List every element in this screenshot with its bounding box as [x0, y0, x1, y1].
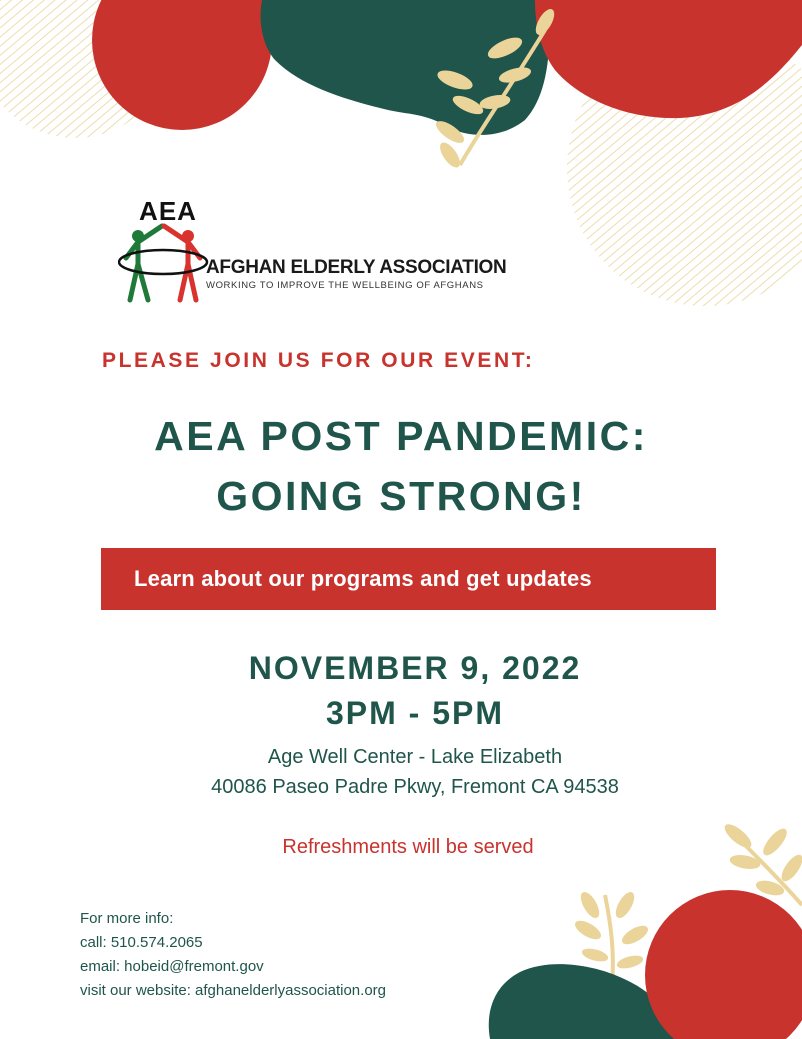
contact-info [80, 907, 386, 1003]
logo-acronym: AEA [139, 196, 197, 226]
organization-name: AFGHAN ELDERLY ASSOCIATION [206, 257, 507, 278]
green-blob-top [261, 0, 550, 135]
event-title-line1: AEA POST PANDEMIC: [154, 413, 648, 459]
venue-address: 40086 Paseo Padre Pkwy, Fremont CA 94538 [211, 776, 619, 798]
event-title-line2: GOING STRONG! [216, 473, 586, 519]
contact-phone: call: 510.574.2065 [80, 934, 203, 951]
contact-website: visit our website: afghanelderlyassociation.org [80, 982, 386, 999]
banner-text: Learn about our programs and get updates [134, 566, 592, 591]
contact-email: email: hobeid@fremont.gov [80, 958, 264, 975]
invite-line: PLEASE JOIN US FOR OUR EVENT: [102, 349, 535, 372]
venue-name: Age Well Center - Lake Elizabeth [267, 746, 563, 768]
red-circle-bottom-right [645, 890, 802, 1039]
event-time: 3PM - 5PM [325, 695, 505, 731]
logo-text [206, 258, 506, 291]
organization-tagline: WORKING TO IMPROVE THE WELLBEING OF AFGHANS [206, 280, 484, 291]
event-date: NOVEMBER 9, 2022 [248, 650, 582, 686]
contact-heading: For more info: [80, 910, 174, 927]
logo-emblem [118, 196, 218, 306]
refreshments-note: Refreshments will be served [282, 836, 534, 858]
